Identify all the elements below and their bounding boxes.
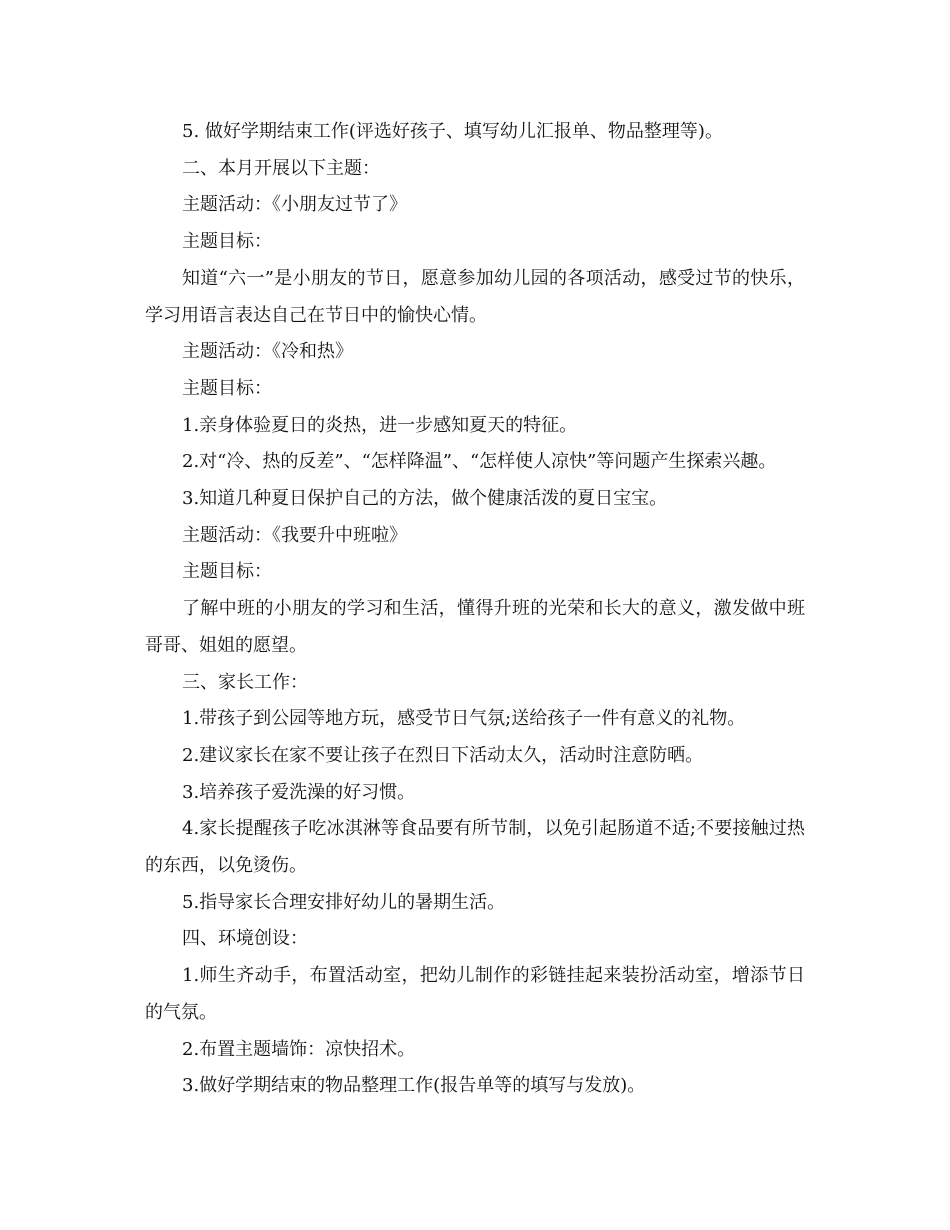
list-item-sun-protection: 2.建议家长在家不要让孩子在烈日下活动太久，活动时注意防晒。 bbox=[182, 744, 704, 766]
theme-activity-middle-class: 主题活动：《我要升中班啦》 bbox=[182, 524, 407, 546]
list-item-classroom-decoration: 1.师生齐动手，布置活动室，把幼儿制作的彩链挂起来装扮活动室，增添节日的气氛。 bbox=[145, 965, 805, 1023]
theme-activity-cold-hot: 主题活动：《冷和热》 bbox=[182, 341, 353, 363]
paragraph-semester-end-work: 5. 做好学期结束工作(评选好孩子、填写幼儿汇报单、物品整理等)。 bbox=[182, 121, 723, 142]
theme-goal-label: 主题目标： bbox=[182, 377, 272, 399]
list-item-summer-vacation: 5.指导家长合理安排好幼儿的暑期生活。 bbox=[182, 891, 506, 913]
list-item-food-safety: 4.家长提醒孩子吃冰淇淋等食品要有所节制，以免引起肠道不适;不要接触过热的东西，以免烫伤。 bbox=[145, 818, 805, 877]
heading-environment-creation: 四、环境创设： bbox=[182, 928, 308, 950]
heading-parent-work: 三、家长工作： bbox=[182, 671, 308, 693]
paragraph-children-day-goal: 知道“六一”是小朋友的节日，愿意参加幼儿园的各项活动，感受过节的快乐，学习用语言表达自己在节日中的愉快心情。 bbox=[145, 267, 805, 326]
list-item-summer-protection: 3.知道几种夏日保护自己的方法，做个健康活泼的夏日宝宝。 bbox=[182, 488, 668, 510]
list-item-theme-wall: 2.布置主题墙饰：凉快招术。 bbox=[182, 1038, 416, 1060]
list-item-semester-end-organization: 3.做好学期结束的物品整理工作(报告单等的填写与发放)。 bbox=[182, 1075, 646, 1097]
heading-monthly-themes: 二、本月开展以下主题： bbox=[182, 157, 380, 179]
document-body bbox=[145, 114, 805, 1105]
list-item-bathing-habit: 3.培养孩子爱洗澡的好习惯。 bbox=[182, 781, 416, 803]
theme-goal-label: 主题目标： bbox=[182, 231, 272, 253]
list-item-explore-questions: 2.对“冷、热的反差”、“怎样降温”、“怎样使人凉快”等问题产生探索兴趣。 bbox=[182, 451, 777, 473]
theme-activity-holiday: 主题活动：《小朋友过节了》 bbox=[182, 194, 407, 216]
list-item-park-visit: 1.带孩子到公园等地方玩，感受节日气氛;送给孩子一件有意义的礼物。 bbox=[182, 708, 746, 730]
paragraph-middle-class-goal: 了解中班的小朋友的学习和生活，懂得升班的光荣和长大的意义，激发做中班哥哥、姐姐的愿望。 bbox=[145, 598, 805, 656]
list-item-summer-heat: 1.亲身体验夏日的炎热，进一步感知夏天的特征。 bbox=[182, 414, 578, 436]
theme-goal-label: 主题目标： bbox=[182, 561, 272, 583]
